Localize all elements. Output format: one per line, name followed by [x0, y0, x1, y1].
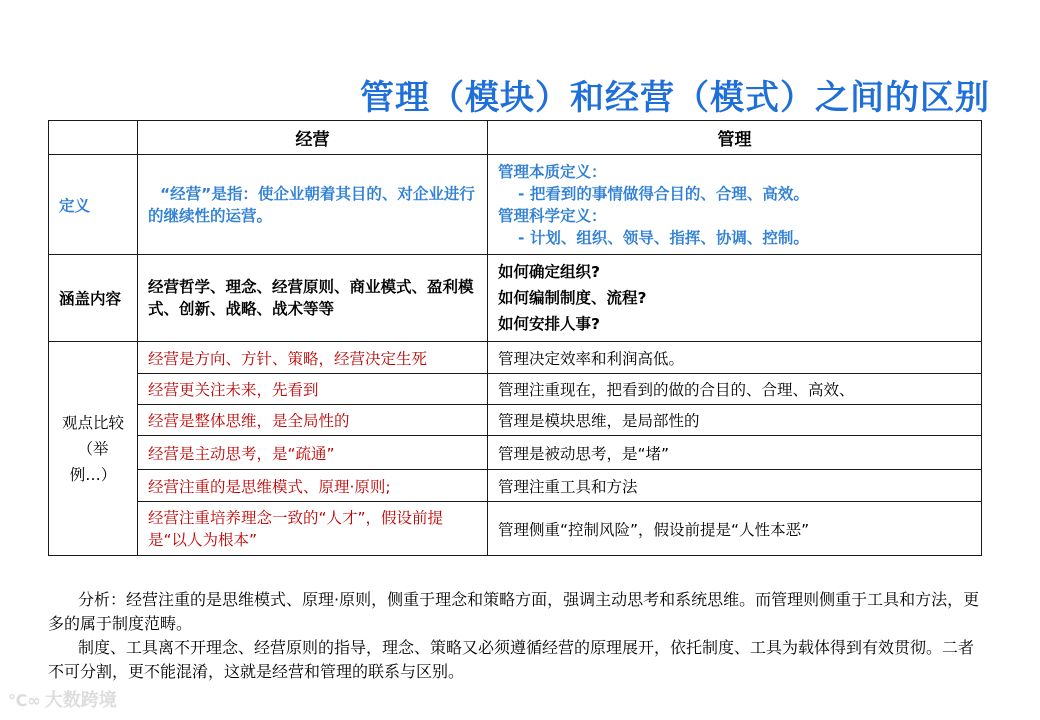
comparison-guanli: 管理注重现在，把看到的做的合目的、合理、高效、	[488, 374, 982, 405]
comparison-guanli: 管理是被动思考，是“堵”	[488, 436, 982, 470]
comparison-jingying: 经营是整体思维，是全局性的	[138, 405, 488, 436]
guanli-essence-text: - 把看到的事情做得合目的、合理、高效。	[518, 184, 809, 203]
definition-guanli	[488, 155, 982, 255]
analysis-paragraph: 分析：经营注重的是思维模式、原理·原则，侧重于理念和策略方面，强调主动思考和系统思维。而管理则侧重于工具和方法，更多的属于制度范畴。	[48, 590, 980, 633]
comparison-row	[49, 470, 982, 502]
comparison-label-line2: （举例…）	[69, 439, 117, 484]
coverage-item: 如何确定组织?	[498, 263, 600, 281]
coverage-guanli	[488, 255, 982, 342]
header-jingying: 经营	[138, 121, 488, 155]
comparison-label-line1: 观点比较	[61, 413, 124, 432]
watermark-logo	[8, 686, 117, 712]
comparison-row	[49, 374, 982, 405]
comparison-guanli: 管理注重工具和方法	[488, 470, 982, 502]
coverage-jingying: 经营哲学、理念、经营原则、商业模式、盈利模式、创新、战略、战术等等	[138, 255, 488, 342]
analysis-paragraph: 制度、工具离不开理念、经营原则的指导，理念、策略又必须遵循经营的原理展开，依托制度、工具为载体得到有效贯彻。二者不可分割，更不能混淆，这就是经营和管理的联系与区别。	[48, 638, 975, 681]
coverage-label: 涵盖内容	[49, 255, 138, 342]
header-guanli: 管理	[488, 121, 982, 155]
comparison-jingying: 经营更关注未来，先看到	[138, 374, 488, 405]
guanli-essence-title: 管理本质定义：	[498, 162, 607, 181]
comparison-jingying: 经营是主动思考，是“疏通”	[138, 436, 488, 470]
comparison-jingying: 经营注重的是思维模式、原理·原则;	[138, 470, 488, 502]
comparison-jingying: 经营注重培养理念一致的“人才”，假设前提是“以人为根本”	[138, 502, 488, 556]
table-header-row	[49, 121, 982, 155]
analysis-section	[48, 588, 988, 684]
definition-row	[49, 155, 982, 255]
comparison-row	[49, 502, 982, 556]
coverage-row	[49, 255, 982, 342]
guanli-science-text: - 计划、组织、领导、指挥、协调、控制。	[518, 228, 809, 247]
comparison-row	[49, 342, 982, 374]
definition-jingying: “经营”是指：使企业朝着其目的、对企业进行的继续性的运营。	[138, 155, 488, 255]
comparison-row	[49, 405, 982, 436]
comparison-guanli: 管理是模块思维，是局部性的	[488, 405, 982, 436]
comparison-row	[49, 436, 982, 470]
comparison-label	[49, 342, 138, 556]
logo-icon: ℃∞	[8, 691, 41, 710]
guanli-science-title: 管理科学定义：	[498, 206, 607, 225]
header-empty	[49, 121, 138, 155]
comparison-guanli: 管理侧重“控制风险”，假设前提是“人性本恶”	[488, 502, 982, 556]
definition-label: 定义	[49, 155, 138, 255]
coverage-item: 如何编制制度、流程?	[498, 289, 647, 307]
comparison-jingying: 经营是方向、方针、策略，经营决定生死	[138, 342, 488, 374]
comparison-table	[48, 120, 982, 556]
watermark-text: 大数跨境	[44, 690, 117, 711]
comparison-guanli: 管理决定效率和利润高低。	[488, 342, 982, 374]
page-title: 管理（模块）和经营（模式）之间的区别	[360, 78, 990, 118]
coverage-item: 如何安排人事?	[498, 315, 600, 333]
